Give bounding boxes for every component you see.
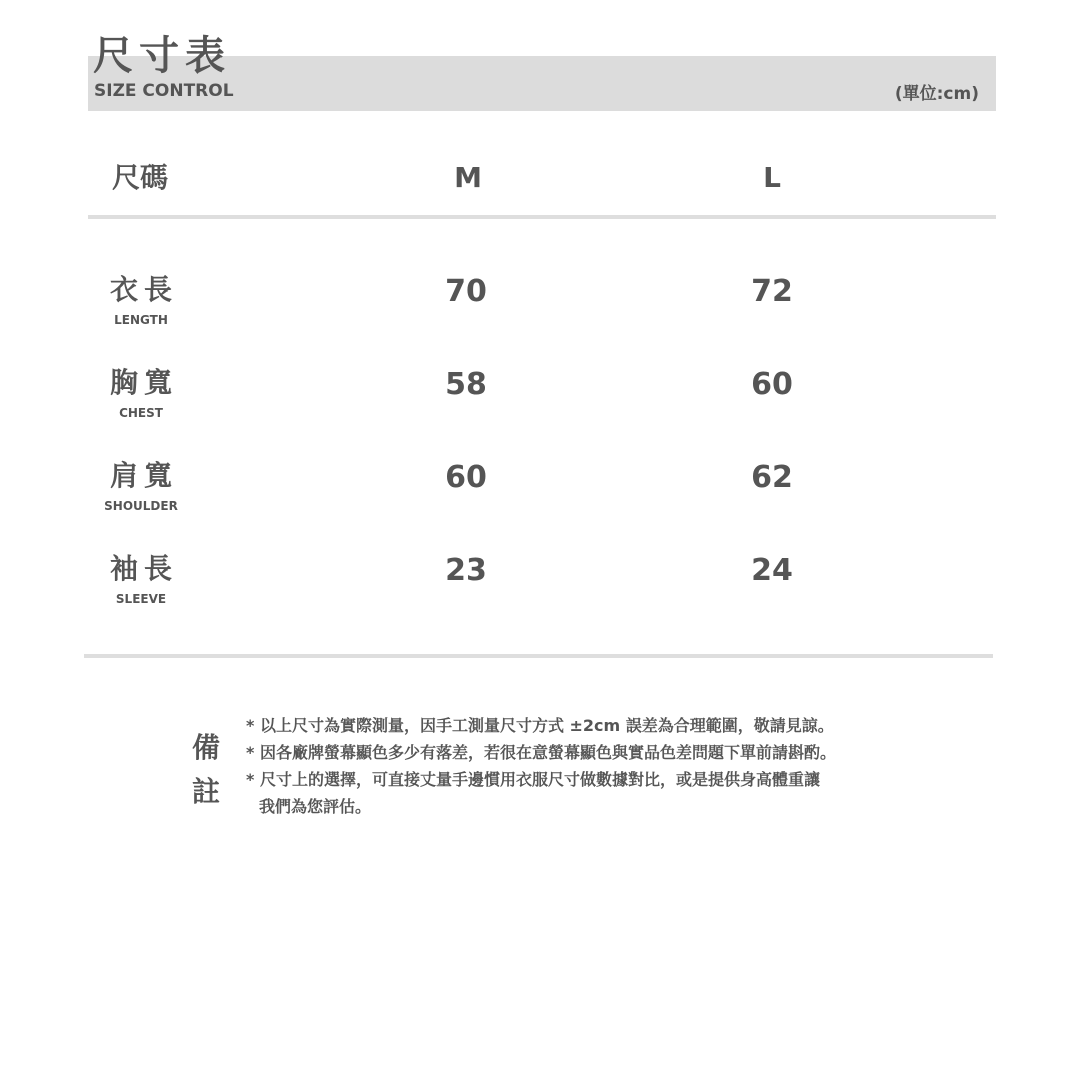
row-label (96, 272, 186, 328)
notes-list (246, 712, 946, 820)
table-row-chest (0, 365, 1080, 435)
note-item: * 以上尺寸為實際測量，因手工測量尺寸方式 ±2cm 誤差為合理範圍，敬請見諒。 (246, 716, 834, 735)
row-label-en: SHOULDER (104, 499, 178, 513)
row-label-cn: 胸寬 (109, 366, 178, 399)
note-item: * 因各廠牌螢幕顯色多少有落差，若很在意螢幕顯色與實品色差問題下單前請斟酌。 (246, 743, 836, 762)
value-l: 60 (751, 367, 793, 402)
column-header-l: L (763, 161, 781, 194)
row-label (96, 551, 186, 607)
table-row-length (0, 272, 1080, 342)
row-label (96, 458, 186, 514)
value-m: 58 (445, 367, 487, 402)
page-title: 尺寸表 (93, 33, 231, 79)
value-l: 72 (751, 274, 793, 309)
note-item-continued: 我們為您評估。 (259, 797, 372, 816)
row-label-en: LENGTH (114, 313, 168, 327)
notes-title-char: 註 (191, 775, 220, 808)
row-label (96, 365, 186, 421)
row-label-cn: 衣長 (109, 273, 178, 306)
row-label-en: CHEST (119, 406, 163, 420)
row-label-en: SLEEVE (115, 592, 167, 606)
value-l: 24 (751, 553, 793, 588)
table-row-shoulder (0, 458, 1080, 528)
notes-title-char: 備 (191, 731, 220, 764)
notes-title (186, 726, 226, 814)
row-label-cn: 肩寬 (109, 459, 178, 492)
note-item: * 尺寸上的選擇，可直接丈量手邊慣用衣服尺寸做數據對比，或是提供身高體重讓 (246, 770, 820, 789)
unit-label: (單位:cm) (894, 84, 979, 104)
table-bottom-divider (84, 654, 993, 658)
table-header-divider (88, 215, 996, 219)
value-m: 70 (445, 274, 487, 309)
page-subtitle: SIZE CONTROL (94, 81, 234, 101)
value-m: 23 (445, 553, 487, 588)
value-l: 62 (751, 460, 793, 495)
column-header-size: 尺碼 (112, 161, 169, 194)
column-header-m: M (454, 161, 482, 194)
table-row-sleeve (0, 551, 1080, 621)
row-label-cn: 袖長 (109, 552, 178, 585)
value-m: 60 (445, 460, 487, 495)
